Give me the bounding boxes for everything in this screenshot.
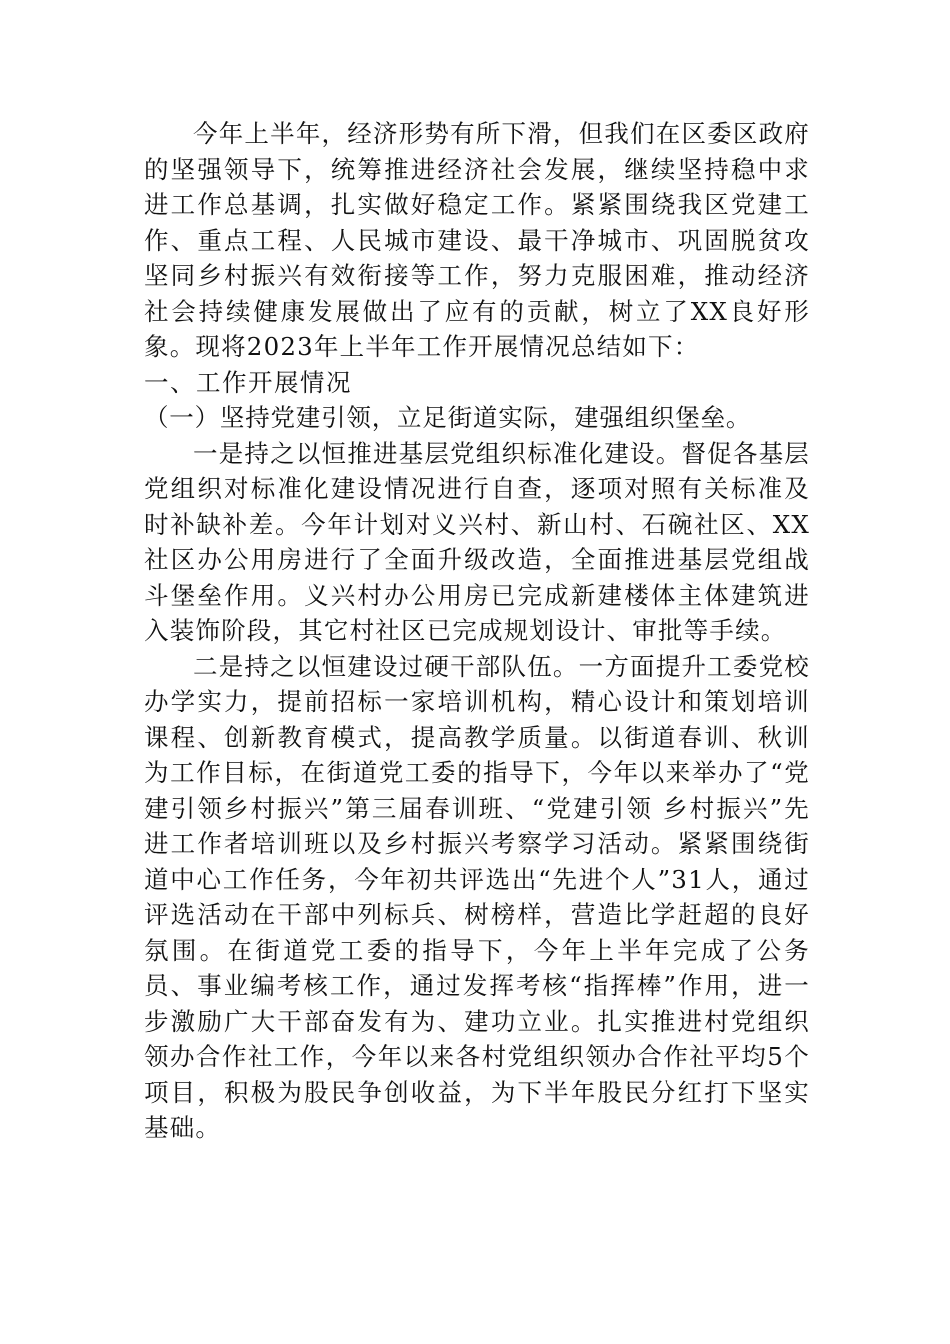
body-paragraph-1: 一是持之以恒推进基层党组织标准化建设。督促各基层党组织对标准化建设情况进行自查，逐项对照有关标准及时补缺补差。今年计划对义兴村、新山村、石碗社区、XX社区办公用房进行了全面升级改造，全面推进基层党组战斗堡垒作用。义兴村办公用房已完成新建楼体主体建筑进入装饰阶段，其它村社区已完成规划设计、审批等手续。 [144, 438, 810, 645]
subsection-heading: （一）坚持党建引领，立足街道实际，建强组织堡垒。 [144, 403, 752, 432]
body-paragraph-2: 二是持之以恒建设过硬干部队伍。一方面提升工委党校办学实力，提前招标一家培训机构，精心设计和策划培训课程、创新教育模式，提高教学质量。以街道春训、秋训为工作目标，在街道党工委的指导下，今年以来举办了“党建引领乡村振兴”第三届春训班、“党建引领 乡村振兴”先进工作者培训班以及乡村振兴考察学习活动。紧紧围绕街道中心工作任务，今年初共评选出“先进个人”31人，通过评选活动在干部中列标兵、树榜样，营造比学赶超的良好氛围。在街道党工委的指导下，今年上半年完成了公务员、事业编考核工作，通过发挥考核“指挥棒”作用，进一步激励广大干部奋发有为、建功立业。扎实推进村党组织领办合作社工作，今年以来各村党组织领办合作社平均5个项目，积极为股民争创收益，为下半年股民分红打下坚实基础。 [144, 651, 810, 1142]
document-body [144, 116, 810, 1146]
section-heading: 一、工作开展情况 [144, 367, 352, 397]
intro-paragraph: 今年上半年，经济形势有所下滑，但我们在区委区政府的坚强领导下，统筹推进经济社会发展，继续坚持稳中求进工作总基调，扎实做好稳定工作。紧紧围绕我区党建工作、重点工程、人民城市建设、最干净城市、巩固脱贫攻坚同乡村振兴有效衔接等工作，努力克服困难，推动经济社会持续健康发展做出了应有的贡献，树立了XX良好形象。现将2023年上半年工作开展情况总结如下： [144, 119, 810, 361]
